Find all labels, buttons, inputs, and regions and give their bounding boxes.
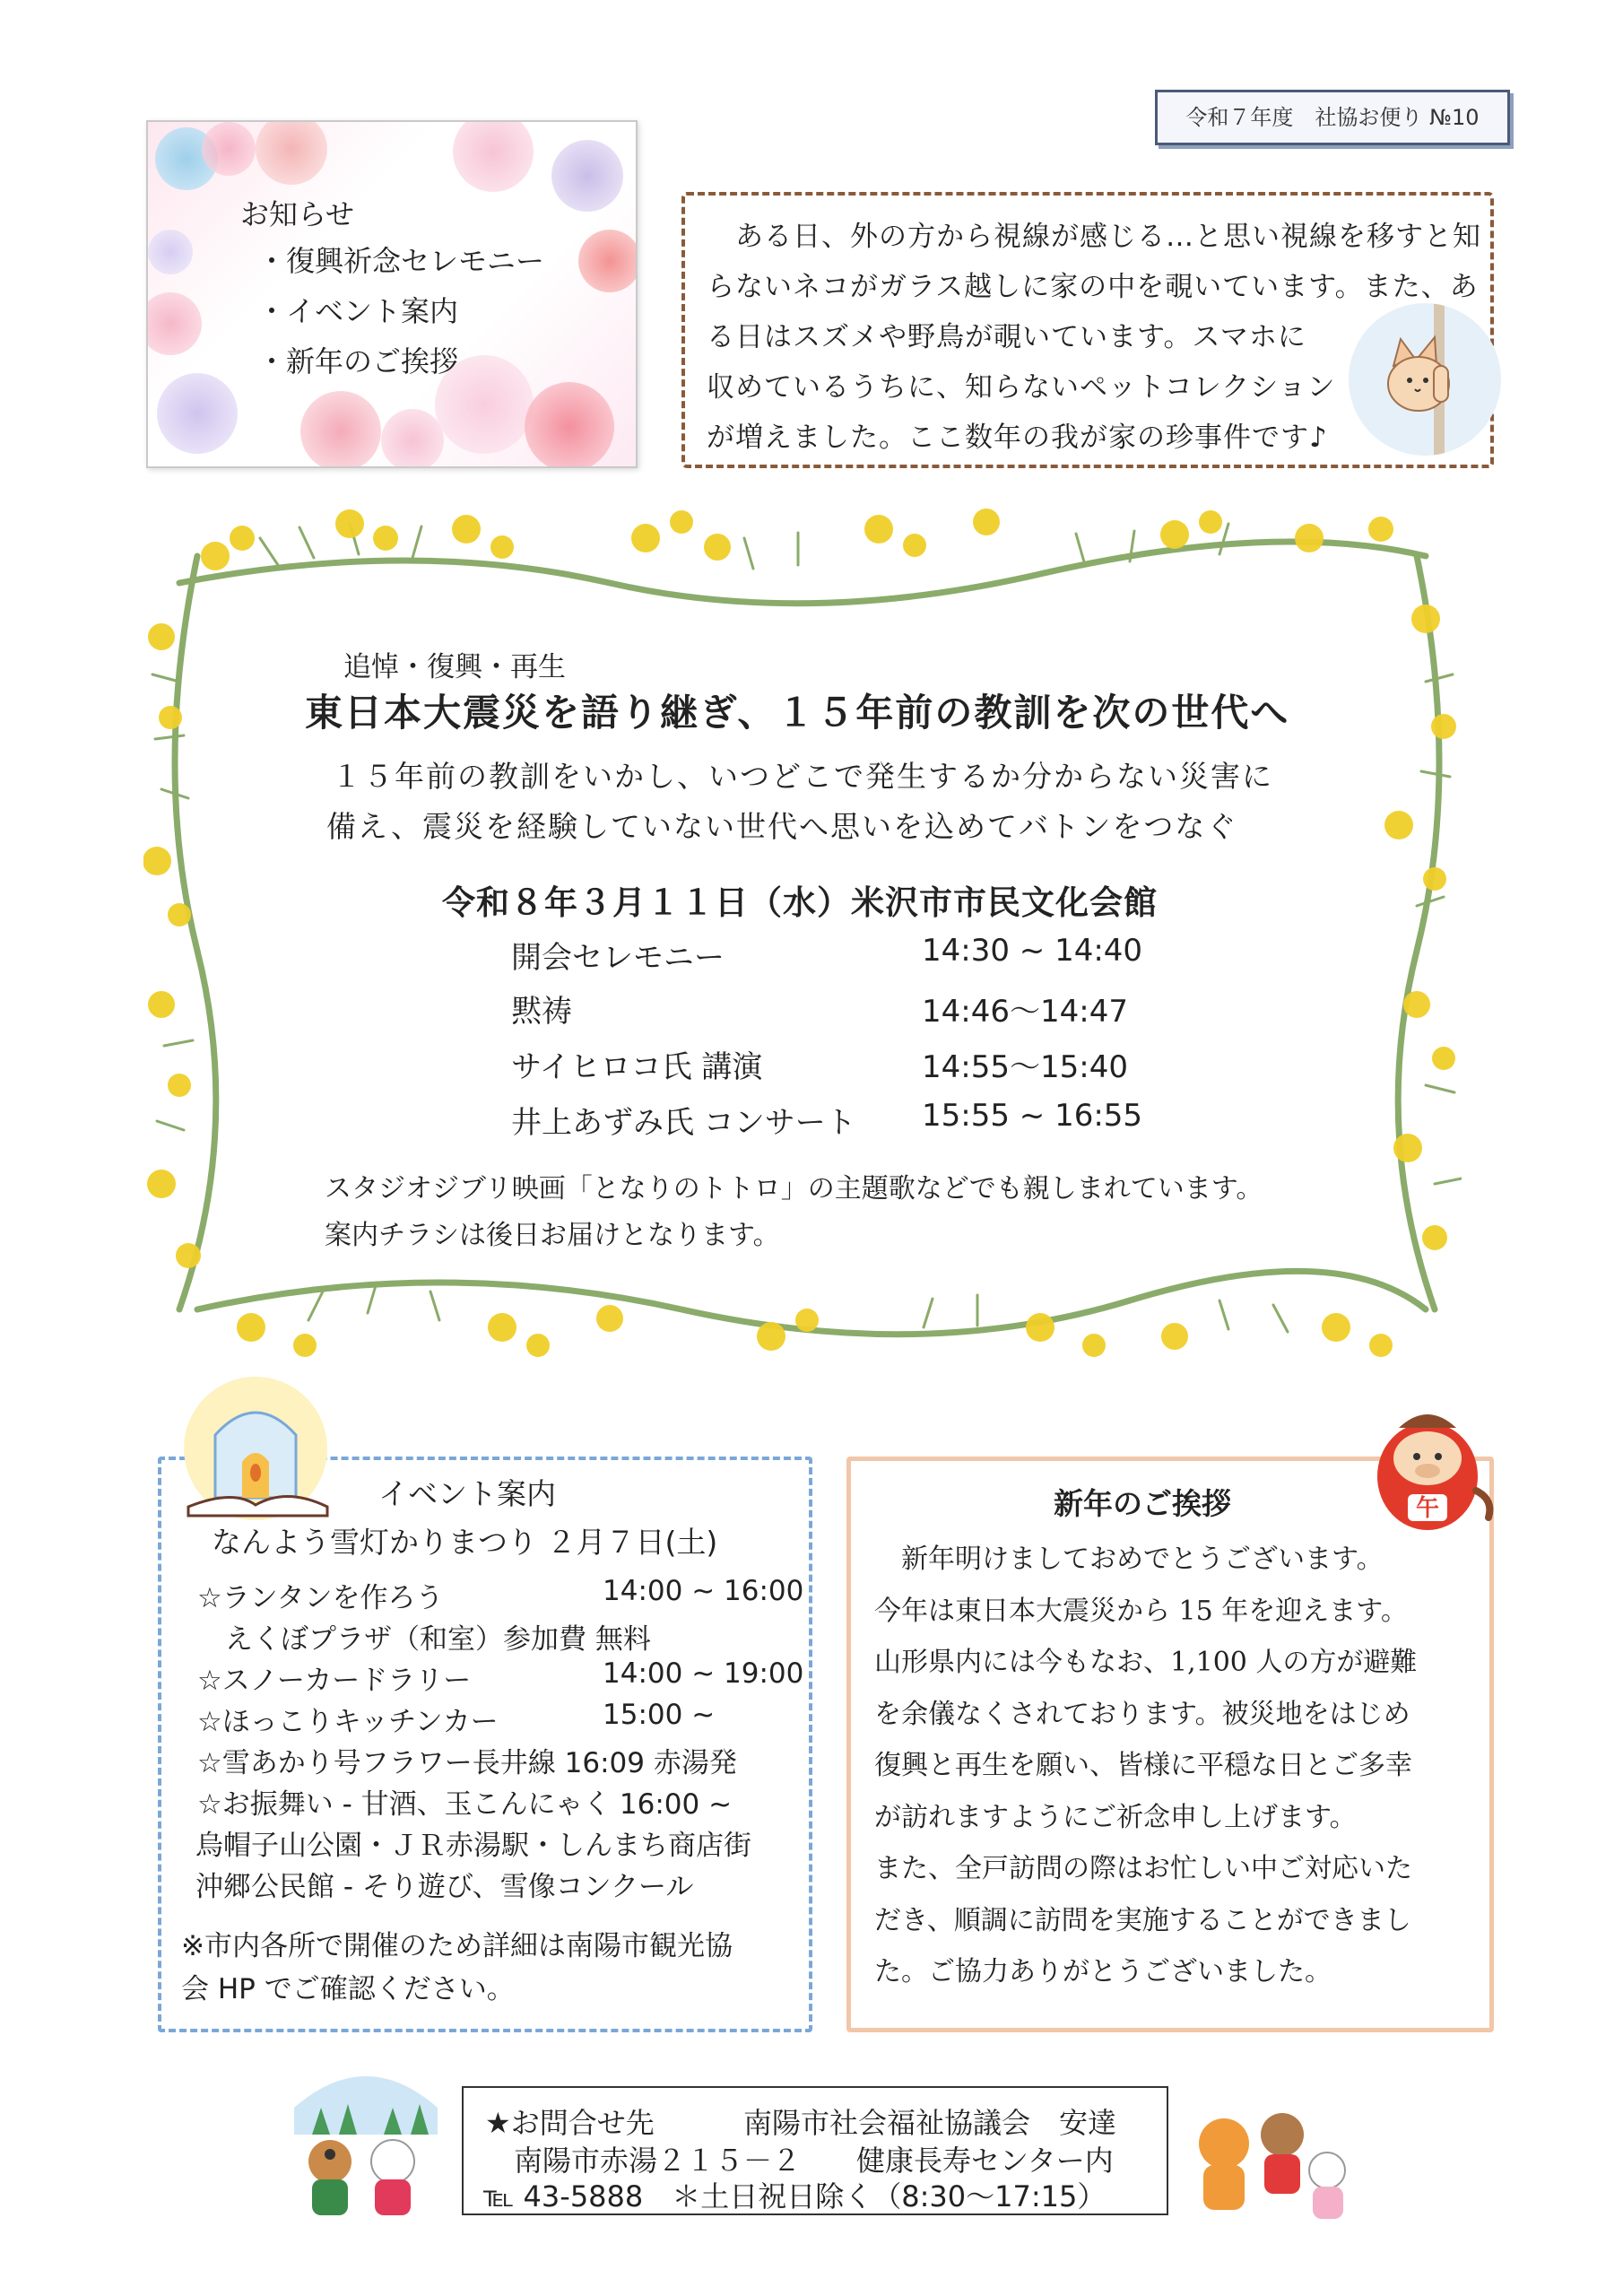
contact-building: 健康長寿センター内: [856, 2144, 1114, 2178]
contact-address: 南陽市赤湯２１５－２: [514, 2144, 802, 2178]
contact-organization: 南陽市社会福祉協議会 安達: [743, 2106, 1117, 2140]
greeting-line: た。ご協力ありがとうございました。: [874, 1956, 1332, 1987]
event-footnote: 会 HP でご確認ください。: [181, 1973, 515, 2005]
contact-label: ★お問合せ先: [485, 2106, 655, 2140]
flower-decoration: [157, 373, 238, 454]
ceremony-note: スタジオジブリ映画「となりのトトロ」の主題歌などでも親しまれています。: [325, 1173, 1263, 1205]
greeting-text: [874, 1534, 1466, 1998]
event-footnote: ※市内各所で開催のため詳細は南陽市観光協: [181, 1930, 733, 1962]
ceremony-description: [326, 752, 1327, 852]
ceremony-note: 案内チラシは後日お届けとなります。: [325, 1220, 780, 1251]
greeting-line: を余儀なくされております。被災地をはじめ: [874, 1698, 1410, 1730]
flower-decoration: [300, 391, 381, 468]
ceremony-subtitle: 追悼・復興・再生: [343, 651, 566, 683]
flower-decoration: [148, 230, 193, 274]
greeting-line: 今年は東日本大震災から 15 年を迎えます。: [874, 1595, 1408, 1627]
peeking-cat-icon: [1349, 303, 1501, 456]
event-line: ☆お振舞い - 甘酒、玉こんにゃく 16:00 ~: [197, 1788, 733, 1821]
greeting-line: が訪れますようにご祈念申し上げます。: [874, 1801, 1357, 1833]
event-line: えくぼプラザ（和室）参加費 無料: [197, 1623, 651, 1656]
greeting-title: 新年のご挨拶: [1054, 1486, 1231, 1521]
notice-item: ・復興祈念セレモニー: [257, 244, 545, 278]
winter-animals-illustration: [285, 2054, 447, 2224]
program-time: 14:55～15:40: [922, 1049, 1128, 1085]
flower-decoration: [146, 292, 202, 355]
horse-daruma-icon: [1363, 1401, 1497, 1535]
notice-title: お知らせ: [240, 197, 355, 231]
event-time: 14:00 ~ 16:00: [603, 1575, 804, 1607]
program-label: 井上あずみ氏 コンサート: [511, 1105, 856, 1141]
daruma-character: 午: [1415, 1495, 1440, 1522]
program-time: 15:55 ~ 16:55: [922, 1098, 1143, 1134]
description-line: １５年前の教訓をいかし、いつどこで発生するか分からない災害に: [332, 759, 1273, 794]
flower-decoration: [202, 122, 256, 176]
flower-decoration: [525, 382, 614, 468]
event-line: ☆ほっこりキッチンカー: [197, 1706, 499, 1738]
program-label: サイヒロコ氏 講演: [511, 1049, 763, 1085]
flower-decoration: [453, 120, 534, 192]
greeting-line: 復興と再生を願い、皆様に平穏な日とご多幸: [874, 1750, 1412, 1781]
flower-decoration: [578, 230, 638, 292]
flower-decoration: [381, 409, 444, 468]
program-time: 14:46～14:47: [922, 994, 1128, 1030]
event-line: ☆雪あかり号フラワー長井線 16:09 赤湯発: [197, 1747, 737, 1779]
greeting-line: だき、順調に訪問を実施することができまし: [874, 1904, 1411, 1936]
celebrating-animals-illustration: [1184, 2090, 1363, 2233]
issue-number: 令和７年度 社協お便り №10: [1155, 90, 1510, 145]
story-box: [681, 192, 1494, 468]
notice-card: [146, 120, 638, 468]
story-line: る日はスズメや野鳥が覗いています。スマホに: [707, 321, 1306, 353]
description-line: 備え、震災を経験していない世代へ思いを込めてバトンをつなぐ: [326, 809, 1238, 844]
story-line: が増えました。ここ数年の我が家の珍事件です♪: [707, 422, 1328, 454]
event-line: 沖郷公民館 - そり遊び、雪像コンクール: [195, 1871, 694, 1903]
event-time: 15:00 ~: [603, 1699, 716, 1731]
ceremony-date-venue: 令和８年３月１１日（水）米沢市市民文化会館: [442, 883, 1158, 922]
events-heading: イベント案内: [378, 1476, 556, 1511]
greeting-line: 山形県内には今もなお、1,100 人の方が避難: [874, 1647, 1418, 1678]
flower-decoration: [256, 120, 327, 185]
notice-item: ・イベント案内: [257, 294, 459, 328]
program-label: 開会セレモニー: [511, 940, 725, 976]
story-line: 収めているうちに、知らないペットコレクション: [707, 371, 1336, 404]
story-line: らないネコがガラス越しに家の中を覗いています。また、あ: [707, 271, 1479, 303]
contact-phone: ℡ 43-5888 ＊土日祝日除く（8:30～17:15）: [483, 2179, 1107, 2213]
notice-item: ・新年のご挨拶: [257, 344, 459, 378]
flower-decoration: [551, 140, 623, 212]
contact-box: [462, 2086, 1168, 2215]
greeting-line: また、全戸訪問の際はお忙しい中ご対応いた: [874, 1853, 1412, 1884]
story-line: ある日、外の方から視線が感じる…と思い視線を移すと知: [707, 221, 1481, 253]
event-line: ☆ランタンを作ろう: [197, 1582, 444, 1614]
snow-lantern-icon: [179, 1372, 332, 1525]
event-time: 14:00 ~ 19:00: [603, 1657, 804, 1690]
program-time: 14:30 ~ 14:40: [922, 933, 1143, 969]
greeting-line: 新年明けましておめでとうございます。: [874, 1544, 1384, 1575]
event-line: ☆スノーカードラリー: [197, 1665, 472, 1697]
program-label: 黙祷: [511, 994, 572, 1030]
event-line: 烏帽子山公園・ＪＲ赤湯駅・しんまち商店街: [195, 1830, 751, 1862]
festival-title: なんよう雪灯かりまつり ２月７日(土): [212, 1525, 718, 1560]
ceremony-title: 東日本大震災を語り継ぎ、１５年前の教訓を次の世代へ: [305, 691, 1290, 735]
